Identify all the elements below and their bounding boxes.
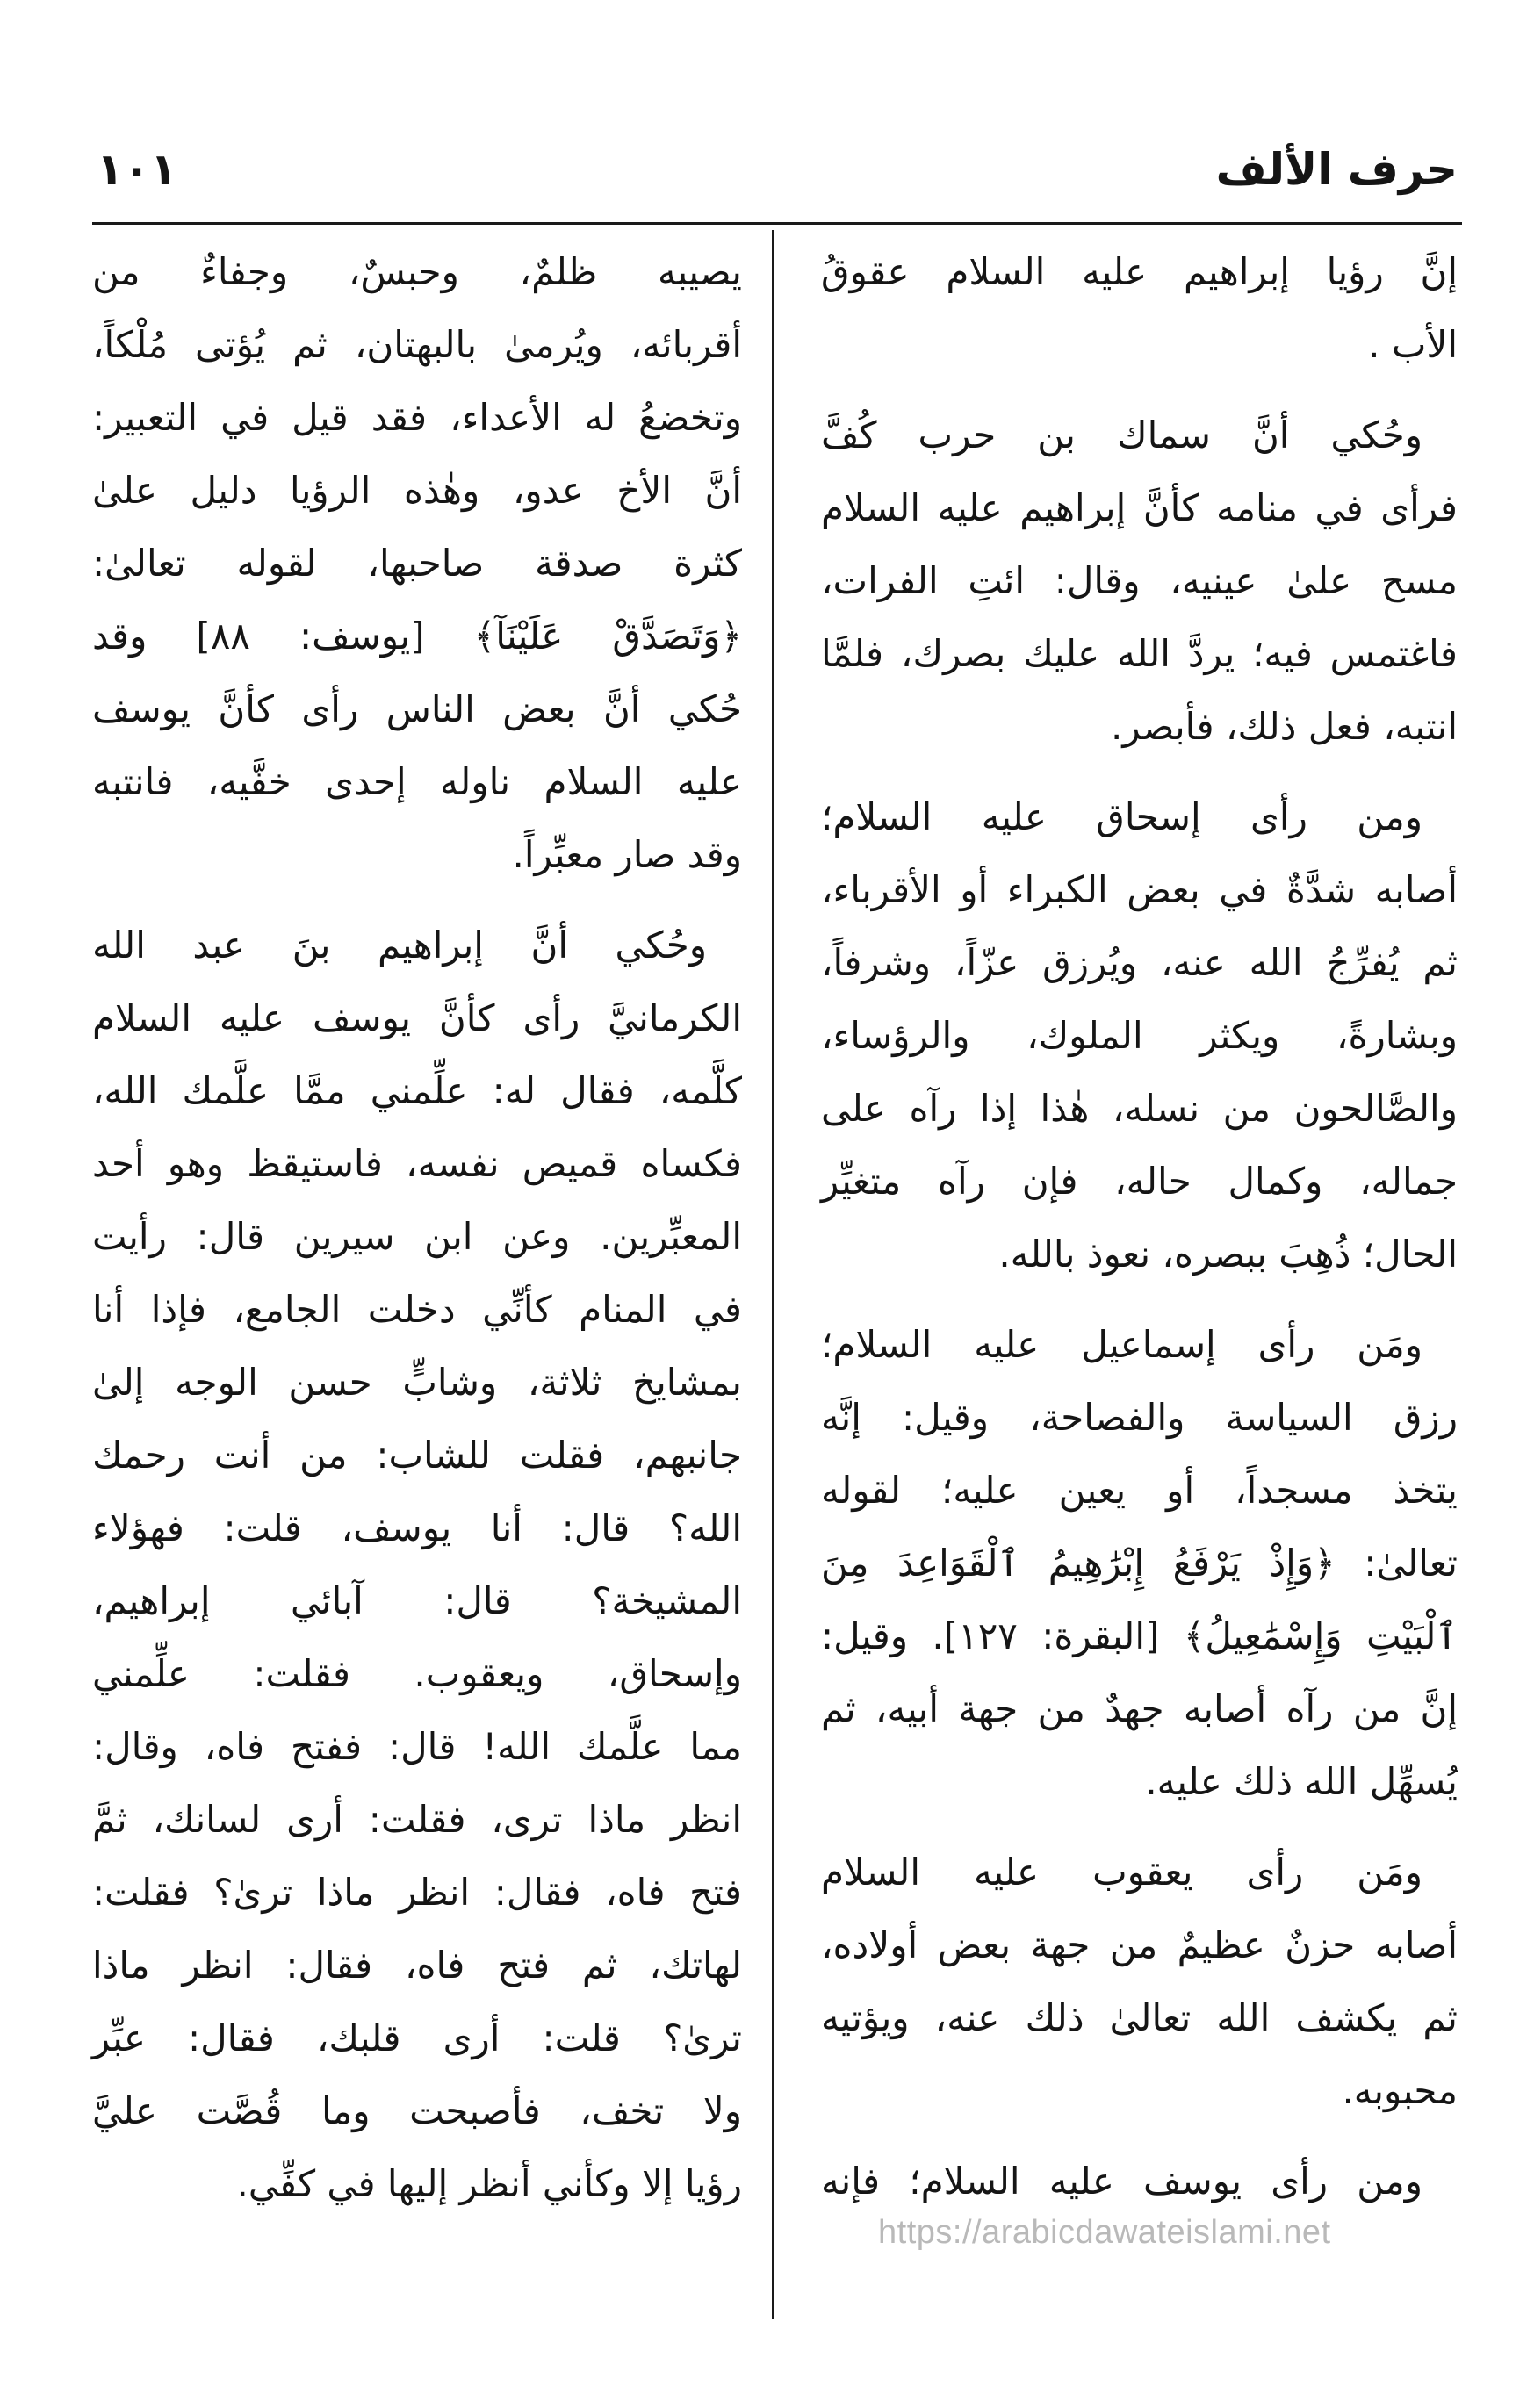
text-line: مسح علىٰ عينيه، وقال: ائتِ الفرات، bbox=[821, 559, 1458, 602]
text-line: محبوبه. bbox=[1342, 2069, 1458, 2112]
text-line: رؤيا إلا وكأني أنظر إليها في كفِّي. bbox=[236, 2162, 742, 2205]
text-line: كلَّمه، فقال له: علِّمني ممَّا علَّمك الله، bbox=[92, 1069, 742, 1112]
text-line: إنَّ رؤيا إبراهيم عليه السلام عقوقُ bbox=[821, 250, 1458, 293]
paragraph bbox=[821, 399, 1458, 763]
text-line: الكرمانيَّ رأى كأنَّ يوسف عليه السلام bbox=[92, 996, 742, 1039]
text-line: فتح فاه، فقال: انظر ماذا ترىٰ؟ فقلت: bbox=[92, 1871, 742, 1914]
text-line: ولا تخف، فأصبحت وما قُصَّت عليَّ bbox=[92, 2089, 742, 2132]
paragraph bbox=[821, 780, 1458, 1290]
paragraph bbox=[821, 1836, 1458, 2127]
paragraph bbox=[821, 235, 1458, 381]
text-line: فكساه قميص نفسه، فاستيقظ وهو أحد bbox=[92, 1142, 742, 1185]
running-header-title: حرف الألف bbox=[1215, 144, 1458, 195]
text-line: وحُكي أنَّ سماك بن حرب كُفَّ bbox=[821, 413, 1422, 456]
text-line: جانبهم، فقلت للشاب: من أنت رحمك bbox=[92, 1434, 742, 1477]
quran-verse-line: تعالىٰ: ﴿وَإِذْ يَرْفَعُ إِبْرَٰهِيمُ ٱلْقَوَاعِدَ مِنَ bbox=[821, 1542, 1458, 1585]
text-line: عليه السلام ناوله إحدى خفَّيه، فانتبه bbox=[92, 760, 742, 803]
text-line: المعبِّرين. وعن ابن سيرين قال: رأيت bbox=[92, 1215, 742, 1258]
text-line: في المنام كأنِّي دخلت الجامع، فإذا أنا bbox=[92, 1288, 742, 1331]
text-line: انظر ماذا ترى، فقلت: أرى لسانك، ثمَّ bbox=[92, 1798, 742, 1841]
left-column bbox=[92, 235, 742, 2220]
text-line: إنَّ من رآه أصابه جهدٌ من جهة أبيه، ثم bbox=[821, 1687, 1458, 1730]
text-line: بمشايخ ثلاثة، وشابٍّ حسن الوجه إلىٰ bbox=[92, 1361, 742, 1404]
text-line: مما علَّمك الله! قال: ففتح فاه، وقال: bbox=[92, 1725, 742, 1768]
text-line: أنَّ الأخ عدو، وهٰذه الرؤيا دليل علىٰ bbox=[92, 469, 742, 512]
text-line: الحال؛ ذُهِبَ ببصره، نعوذ بالله. bbox=[998, 1233, 1458, 1276]
text-line: ومن رأى إسحاق عليه السلام؛ bbox=[821, 795, 1422, 838]
text-line: الأب . bbox=[1368, 323, 1458, 366]
column-divider bbox=[772, 230, 774, 2319]
text-line: أصابه شدَّةٌ في بعض الكبراء أو الأقرباء، bbox=[821, 868, 1458, 911]
text-line: الله؟ قال: أنا يوسف، قلت: فهؤلاء bbox=[92, 1506, 742, 1549]
text-line: ثم يكشف الله تعالىٰ ذلك عنه، ويؤتيه bbox=[821, 1996, 1458, 2039]
text-line: المشيخة؟ قال: آبائي إبراهيم، bbox=[92, 1579, 742, 1622]
text-line: ومن رأى يوسف عليه السلام؛ فإنه bbox=[821, 2160, 1422, 2203]
text-line: ثم يُفرِّجُ الله عنه، ويُرزق عزّاً، وشرفاً، bbox=[821, 941, 1458, 984]
text-line: وتخضعُ له الأعداء، فقد قيل في التعبير: bbox=[92, 396, 742, 439]
paragraph bbox=[92, 235, 742, 891]
text-line: وبشارةً، ويكثر الملوك، والرؤساء، bbox=[821, 1014, 1458, 1057]
text-line: فرأى في منامه كأنَّ إبراهيم عليه السلام bbox=[821, 486, 1458, 529]
text-line: أقربائه، ويُرمىٰ بالبهتان، ثم يُؤتى مُلْكاً، bbox=[92, 323, 742, 366]
text-line: حُكي أنَّ بعض الناس رأى كأنَّ يوسف bbox=[92, 687, 742, 730]
text-line: يُسهِّل الله ذلك عليه. bbox=[1145, 1760, 1458, 1803]
text-line: كثرة صدقة صاحبها، لقوله تعالىٰ: bbox=[92, 542, 742, 585]
text-line: والصَّالحون من نسله، هٰذا إذا رآه على bbox=[821, 1087, 1458, 1130]
text-line: وقد صار معبِّراً. bbox=[512, 833, 742, 876]
text-line: ومَن رأى يعقوب عليه السلام bbox=[821, 1851, 1422, 1894]
text-line: وحُكي أنَّ إبراهيم بنَ عبد الله bbox=[92, 924, 707, 967]
text-line: انتبه، فعل ذلك، فأبصر. bbox=[1111, 705, 1458, 748]
text-line: جماله، وكمال حاله، فإن رآه متغيِّر bbox=[821, 1160, 1458, 1203]
page-number: ١٠١ bbox=[97, 144, 177, 195]
text-line: لهاتك، ثم فتح فاه، فقال: انظر ماذا bbox=[92, 1944, 742, 1987]
paragraph bbox=[821, 1308, 1458, 1818]
text-line: فاغتمس فيه؛ يردَّ الله عليك بصرك، فلمَّا bbox=[821, 632, 1458, 675]
right-column bbox=[821, 235, 1458, 2218]
header-rule bbox=[92, 222, 1462, 225]
text-line: يتخذ مسجداً، أو يعين عليه؛ لقوله bbox=[821, 1469, 1458, 1512]
watermark-url: https://arabicdawateislami.net bbox=[878, 2214, 1331, 2251]
text-line: وإسحاق، ويعقوب. فقلت: علِّمني bbox=[92, 1652, 742, 1695]
paragraph bbox=[821, 2145, 1458, 2218]
paragraph bbox=[92, 909, 742, 2220]
text-line: ترىٰ؟ قلت: أرى قلبك، فقال: عبِّر bbox=[92, 2016, 742, 2059]
text-line: أصابه حزنٌ عظيمٌ من جهة بعض أولاده، bbox=[821, 1923, 1458, 1966]
text-line: يصيبه ظلمٌ، وحبسٌ، وجفاءٌ من bbox=[92, 250, 742, 293]
text-line: رزق السياسة والفصاحة، وقيل: إنَّه bbox=[821, 1396, 1458, 1439]
text-line: ومَن رأى إسماعيل عليه السلام؛ bbox=[821, 1323, 1422, 1366]
quran-verse-line: ﴿وَتَصَدَّقْ عَلَيْنَآ﴾ [يوسف: ٨٨] وقد bbox=[92, 615, 742, 658]
quran-verse-line: ٱلْبَيْتِ وَإِسْمَٰعِيلُ﴾ [البقرة: ١٢٧]. وقيل: bbox=[821, 1614, 1458, 1657]
